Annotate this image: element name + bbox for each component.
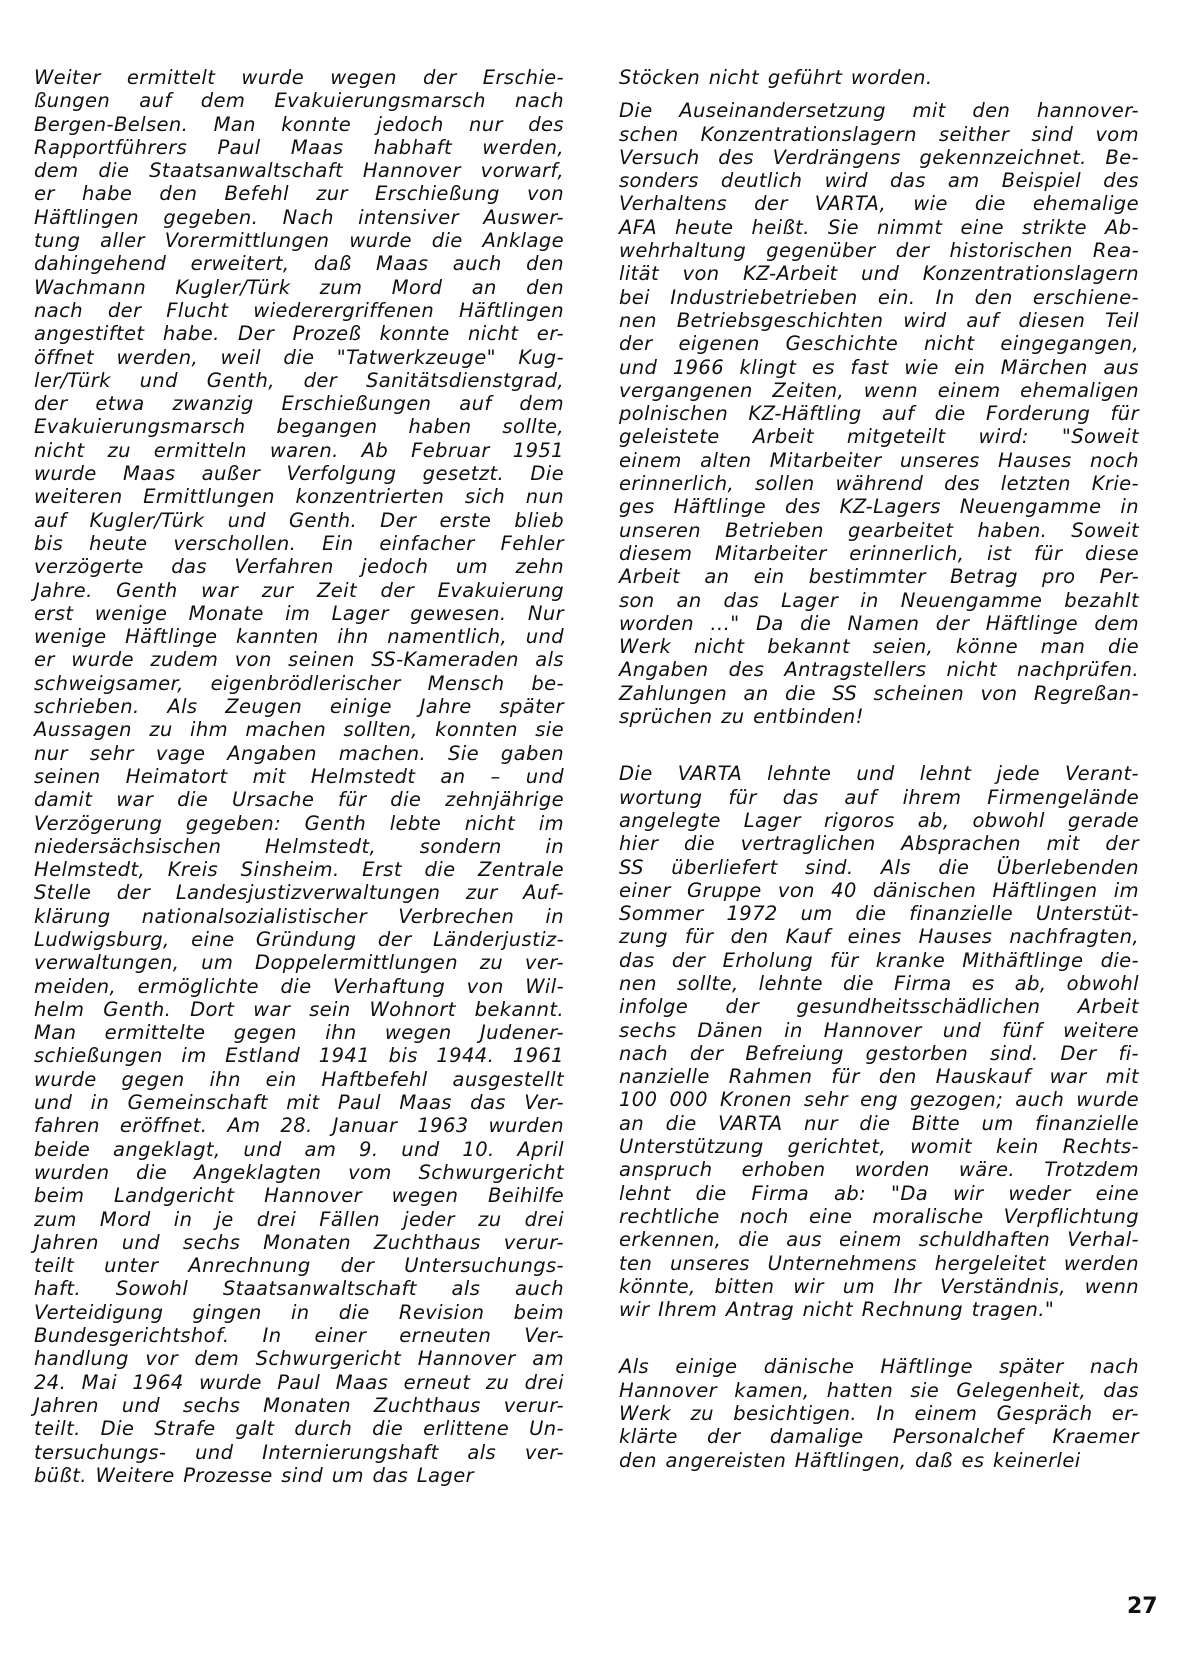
text-line: wortung für das auf ihrem Firmengelände xyxy=(619,785,1139,809)
text-line: Die VARTA lehnte und lehnt jede Verant- xyxy=(619,762,1139,786)
text-line: damit war die Ursache für die zehnjährige xyxy=(34,788,564,812)
paragraph xyxy=(619,762,1139,1321)
text-line: Aussagen zu ihm machen sollten, konnten sie xyxy=(34,718,564,742)
text-line: Weiter ermittelt wurde wegen der Erschie- xyxy=(34,66,564,89)
text-line: erst wenige Monate im Lager gewesen. Nur xyxy=(34,601,564,625)
text-line: tersuchungs- und Internierungshaft als ver- xyxy=(34,1440,564,1464)
text-line: Werk zu besichtigen. In einem Gespräch er- xyxy=(619,1402,1139,1426)
text-line: weiteren Ermittlungen konzentrierten sich nun xyxy=(34,485,564,509)
text-line: klärte der damalige Personalchef Kraemer xyxy=(619,1425,1139,1449)
text-line: er wurde zudem von seinen SS-Kameraden als xyxy=(34,648,564,672)
text-line: Als einige dänische Häftlinge später nach xyxy=(619,1355,1139,1379)
text-line: nach der Flucht wiederergriffenen Häftlingen xyxy=(34,298,564,322)
text-line: bei Industriebetrieben ein. In den erschiene- xyxy=(619,285,1139,309)
text-line: wurden die Angeklagten vom Schwurgericht xyxy=(34,1160,564,1184)
text-line: Wachmann Kugler/Türk zum Mord an den xyxy=(34,275,564,299)
text-line: bis heute verschollen. Ein einfacher Fehler xyxy=(34,531,564,555)
text-line: öffnet werden, weil die "Tatwerkzeuge" Kug- xyxy=(34,345,564,369)
text-line: Bergen-Belsen. Man konnte jedoch nur des xyxy=(34,112,564,136)
text-line: handlung vor dem Schwurgericht Hannover am xyxy=(34,1347,564,1371)
text-line: sechs Dänen in Hannover und fünf weitere xyxy=(619,1018,1139,1042)
text-line: haft. Sowohl Staatsanwaltschaft als auch xyxy=(34,1277,564,1301)
text-line: Verzögerung gegeben: Genth lebte nicht im xyxy=(34,811,564,835)
text-line: Stöcken nicht geführt worden. xyxy=(619,66,933,89)
text-line: ler/Türk und Genth, der Sanitätsdienstgrad, xyxy=(34,368,564,392)
text-line: Arbeit an ein bestimmter Betrag pro Per- xyxy=(619,565,1139,589)
text-line: dem die Staatsanwaltschaft Hannover vorwarf, xyxy=(34,159,564,183)
text-line: Angaben des Antragstellers nicht nachprüfen. xyxy=(619,658,1139,682)
text-line: Man ermittelte gegen ihn wegen Judener- xyxy=(34,1021,564,1045)
text-line: teilt. Die Strafe galt durch die erlittene Un- xyxy=(34,1417,564,1441)
text-line: fahren eröffnet. Am 28. Januar 1963 wurden xyxy=(34,1114,564,1138)
text-line: beide angeklagt, und am 9. und 10. April xyxy=(34,1137,564,1161)
text-line: angestiftet habe. Der Prozeß konnte nicht er- xyxy=(34,322,564,346)
text-line: schen Konzentrationslagern seither sind vom xyxy=(619,122,1139,146)
text-line: worden ..." Da die Namen der Häftlinge dem xyxy=(619,611,1139,635)
text-line: Zahlungen an die SS scheinen von Regreßan- xyxy=(619,681,1139,705)
text-line: zum Mord in je drei Fällen jeder zu drei xyxy=(34,1207,564,1231)
text-line: klärung nationalsozialistischer Verbrechen in xyxy=(34,904,564,928)
text-line: schweigsamer, eigenbrödlerischer Mensch be- xyxy=(34,671,564,695)
text-line: anspruch erhoben worden wäre. Trotzdem xyxy=(619,1158,1139,1182)
text-line: Stelle der Landesjustizverwaltungen zur Auf- xyxy=(34,881,564,905)
text-line: Verhaltens der VARTA, wie die ehemalige xyxy=(619,192,1139,216)
text-line: nen sollte, lehnte die Firma es ab, obwohl xyxy=(619,971,1139,995)
text-line: und 1966 klingt es fast wie ein Märchen aus xyxy=(619,355,1139,379)
text-line: verzögerte das Verfahren jedoch um zehn xyxy=(34,555,564,579)
text-line: beim Landgericht Hannover wegen Beihilfe xyxy=(34,1184,564,1208)
text-line: der etwa zwanzig Erschießungen auf dem xyxy=(34,392,564,416)
text-line: teilt unter Anrechnung der Untersuchungs- xyxy=(34,1254,564,1278)
text-line: Unterstützung gerichtet, womit kein Rechts- xyxy=(619,1135,1139,1159)
text-line: zung für den Kauf eines Hauses nachfragten, xyxy=(619,925,1139,949)
text-line: schießungen im Estland 1941 bis 1944. 1961 xyxy=(34,1044,564,1068)
paragraph xyxy=(619,66,1139,89)
text-line: nicht zu ermitteln waren. Ab Februar 1951 xyxy=(34,438,564,462)
text-line: hier die vertraglichen Absprachen mit der xyxy=(619,832,1139,856)
text-line: nach der Befreiung gestorben sind. Der fi- xyxy=(619,1041,1139,1065)
text-line: wurde gegen ihn ein Haftbefehl ausgestellt xyxy=(34,1067,564,1091)
text-line: Sommer 1972 um die finanzielle Unterstüt- xyxy=(619,902,1139,926)
text-line: wir Ihrem Antrag nicht Rechnung tragen." xyxy=(619,1298,1055,1322)
text-line: und in Gemeinschaft mit Paul Maas das Ver- xyxy=(34,1091,564,1115)
text-line: der eigenen Geschichte nicht eingegangen, xyxy=(619,332,1139,356)
text-line: wehrhaltung gegenüber der historischen Rea- xyxy=(619,239,1139,263)
text-line: sprüchen zu entbinden! xyxy=(619,705,864,729)
right-text-column xyxy=(619,66,1139,1472)
text-line: Bundesgerichtshof. In einer erneuten Ver- xyxy=(34,1324,564,1348)
text-line: vergangenen Zeiten, wenn einem ehemaligen xyxy=(619,378,1139,402)
text-line: geleistete Arbeit mitgeteilt wird: "Soweit xyxy=(619,425,1139,449)
text-line: tung aller Vorermittlungen wurde die Anklage xyxy=(34,229,564,253)
text-line: den angereisten Häftlingen, daß es keinerlei xyxy=(619,1448,1081,1472)
text-line: Hannover kamen, hatten sie Gelegenheit, das xyxy=(619,1378,1139,1402)
text-line: Helmstedt, Kreis Sinsheim. Erst die Zentrale xyxy=(34,858,564,882)
text-line: erkennen, die aus einem schuldhaften Verhal- xyxy=(619,1228,1139,1252)
text-line: polnischen KZ-Häftling auf die Forderung für xyxy=(619,402,1139,426)
text-line: 24. Mai 1964 wurde Paul Maas erneut zu drei xyxy=(34,1370,564,1394)
text-line: SS überliefert sind. Als die Überlebenden xyxy=(619,855,1139,879)
text-line: wurde Maas außer Verfolgung gesetzt. Die xyxy=(34,462,564,486)
text-line: nanzielle Rahmen für den Hauskauf war mit xyxy=(619,1065,1139,1089)
paragraph-gap xyxy=(619,728,1139,762)
paragraph xyxy=(619,1355,1139,1471)
text-line: meiden, ermöglichte die Verhaftung von Wil- xyxy=(34,974,564,998)
text-line: lität von KZ-Arbeit und Konzentrationslagern xyxy=(619,262,1139,286)
text-line: seinen Heimatort mit Helmstedt an – und xyxy=(34,764,564,788)
text-line: erinnerlich, sollen während des letzten Krie- xyxy=(619,472,1139,496)
text-line: unseren Betrieben gearbeitet haben. Soweit xyxy=(619,518,1139,542)
text-line: auf Kugler/Türk und Genth. Der erste blieb xyxy=(34,508,564,532)
text-line: wenige Häftlinge kannten ihn namentlich, und xyxy=(34,625,564,649)
text-line: einer Gruppe von 40 dänischen Häftlingen im xyxy=(619,878,1139,902)
text-line: ten unseres Unternehmens hergeleitet werden xyxy=(619,1251,1139,1275)
text-line: Jahren und sechs Monaten Zuchthaus verur- xyxy=(34,1393,564,1417)
text-line: rechtliche noch eine moralische Verpflichtung xyxy=(619,1204,1139,1228)
text-line: büßt. Weitere Prozesse sind um das Lager xyxy=(34,1463,475,1487)
paragraph-gap xyxy=(619,89,1139,99)
text-line: einem alten Mitarbeiter unseres Hauses noch xyxy=(619,448,1139,472)
left-text-column xyxy=(34,66,564,1487)
text-line: Versuch des Verdrängens gekennzeichnet. Be- xyxy=(619,145,1139,169)
text-line: AFA heute heißt. Sie nimmt eine strikte Ab- xyxy=(619,215,1139,239)
text-line: dahingehend erweitert, daß Maas auch den xyxy=(34,252,564,276)
text-line: Häftlingen gegeben. Nach intensiver Auswer- xyxy=(34,205,564,229)
page-number: 27 xyxy=(1127,1594,1158,1619)
text-line: helm Genth. Dort war sein Wohnort bekannt. xyxy=(34,997,564,1021)
text-line: das der Erholung für kranke Mithäftlinge die- xyxy=(619,948,1139,972)
text-line: niedersächsischen Helmstedt, sondern in xyxy=(34,834,564,858)
text-line: an die VARTA nur die Bitte um finanzielle xyxy=(619,1111,1139,1135)
text-line: schrieben. Als Zeugen einige Jahre später xyxy=(34,695,564,719)
text-line: Rapportführers Paul Maas habhaft werden, xyxy=(34,135,564,159)
paragraph-gap xyxy=(619,1321,1139,1355)
text-line: Verteidigung gingen in die Revision beim xyxy=(34,1300,564,1324)
paragraph xyxy=(619,99,1139,728)
text-line: sonders deutlich wird das am Beispiel des xyxy=(619,169,1139,193)
text-line: Werk nicht bekannt seien, könne man die xyxy=(619,635,1139,659)
text-line: ges Häftlinge des KZ-Lagers Neuengamme in xyxy=(619,495,1139,519)
text-line: ßungen auf dem Evakuierungsmarsch nach xyxy=(34,89,564,113)
text-line: 100 000 Kronen sehr eng gezogen; auch wurde xyxy=(619,1088,1139,1112)
text-line: könnte, bitten wir um Ihr Verständnis, wenn xyxy=(619,1274,1139,1298)
text-line: Ludwigsburg, eine Gründung der Länderjustiz- xyxy=(34,927,564,951)
paragraph xyxy=(34,66,564,1487)
text-line: angelegte Lager rigoros ab, obwohl gerade xyxy=(619,808,1139,832)
text-line: lehnt die Firma ab: "Da wir weder eine xyxy=(619,1181,1139,1205)
text-line: son an das Lager in Neuengamme bezahlt xyxy=(619,588,1139,612)
text-line: Evakuierungsmarsch begangen haben sollte, xyxy=(34,415,564,439)
text-line: nur sehr vage Angaben machen. Sie gaben xyxy=(34,741,564,765)
text-line: diesem Mitarbeiter erinnerlich, ist für diese xyxy=(619,541,1139,565)
text-line: Jahren und sechs Monaten Zuchthaus verur- xyxy=(34,1230,564,1254)
text-line: nen Betriebsgeschichten wird auf diesen Teil xyxy=(619,308,1139,332)
text-line: verwaltungen, um Doppelermittlungen zu ver- xyxy=(34,951,564,975)
text-line: er habe den Befehl zur Erschießung von xyxy=(34,182,564,206)
text-line: infolge der gesundheitsschädlichen Arbeit xyxy=(619,995,1139,1019)
text-line: Jahre. Genth war zur Zeit der Evakuierung xyxy=(34,578,564,602)
text-line: Die Auseinandersetzung mit den hannover- xyxy=(619,99,1139,123)
